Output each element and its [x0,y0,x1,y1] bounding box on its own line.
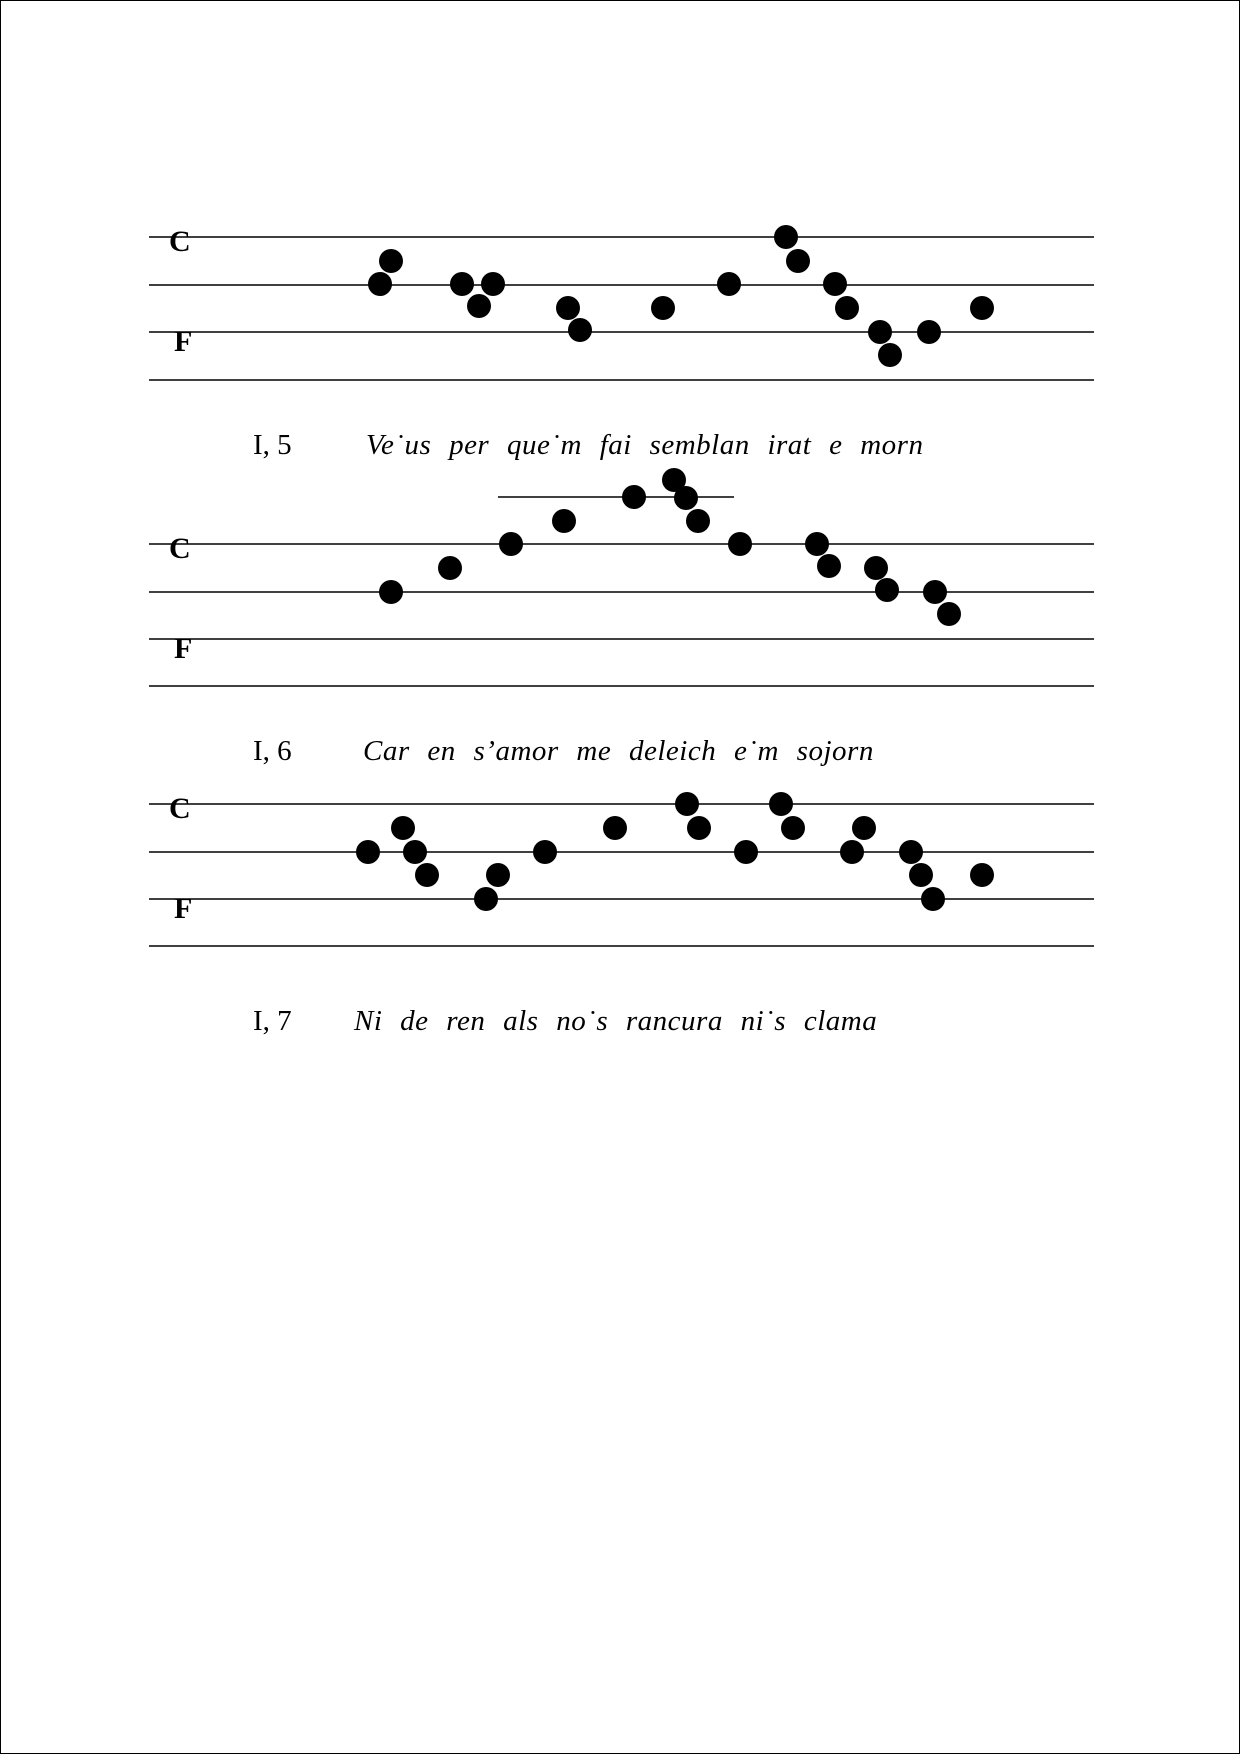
f-clef: F [174,632,193,665]
staff-system-3 [149,792,1094,946]
f-clef: F [174,325,193,358]
c-clef: C [169,532,191,565]
note [878,343,902,367]
note [823,272,847,296]
note [852,816,876,840]
note [899,840,923,864]
note [923,580,947,604]
verse-reference: I, 7 [253,1005,292,1037]
note [556,296,580,320]
lyric-line: Ve˙us per que˙m fai semblan irat e morn [366,429,924,461]
note [568,318,592,342]
note [717,272,741,296]
note [875,578,899,602]
note [805,532,829,556]
note [379,580,403,604]
lyric-line: Car en s’amor me deleich e˙m sojorn [363,735,874,767]
note [474,887,498,911]
note [970,863,994,887]
note [379,249,403,273]
note [835,296,859,320]
verse-reference: I, 5 [253,429,292,461]
lyric-line: Ni de ren als no˙s rancura ni˙s clama [354,1005,878,1037]
verse-reference: I, 6 [253,735,292,767]
note [481,272,505,296]
note [391,816,415,840]
notation-canvas [1,1,1240,1755]
note [864,556,888,580]
note [499,532,523,556]
note [622,485,646,509]
f-clef: F [174,892,193,925]
note [734,840,758,864]
note [450,272,474,296]
note [552,509,576,533]
note [728,532,752,556]
note [769,792,793,816]
c-clef: C [169,225,191,258]
note [675,792,699,816]
note [817,554,841,578]
note [774,225,798,249]
note [368,272,392,296]
note [415,863,439,887]
staff-system-2 [149,468,1094,686]
note [651,296,675,320]
note [868,320,892,344]
note [921,887,945,911]
note [533,840,557,864]
note [403,840,427,864]
note [937,602,961,626]
note [970,296,994,320]
note [467,294,491,318]
note [486,863,510,887]
note [781,816,805,840]
note [686,509,710,533]
note [840,840,864,864]
note [438,556,462,580]
note [786,249,810,273]
staff-system-1 [149,225,1094,380]
note [603,816,627,840]
note [917,320,941,344]
caption-system-2 [1,731,1240,771]
caption-system-1 [1,425,1240,465]
note [909,863,933,887]
note [687,816,711,840]
caption-system-3 [1,1001,1240,1041]
note [674,486,698,510]
note [356,840,380,864]
c-clef: C [169,792,191,825]
